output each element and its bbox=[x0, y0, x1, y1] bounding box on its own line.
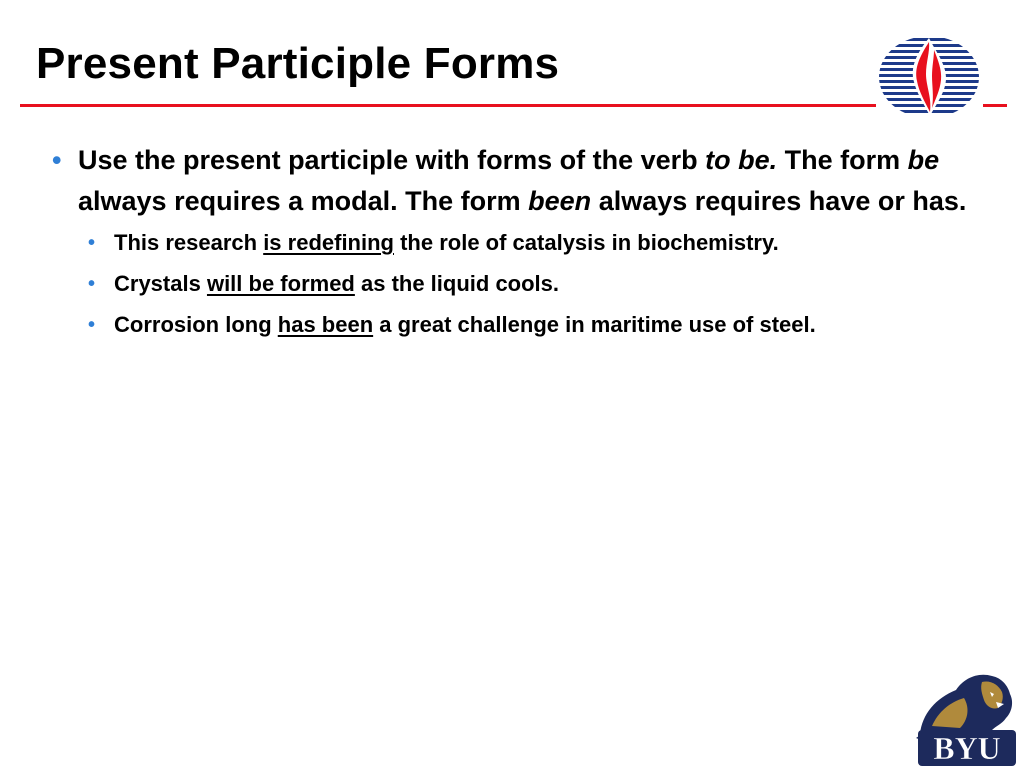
example-before: Crystals bbox=[114, 271, 207, 296]
example-before: Corrosion long bbox=[114, 312, 278, 337]
bullet-marker: • bbox=[88, 232, 96, 254]
main-text-part4: always requires have or has. bbox=[591, 186, 967, 216]
main-text-part3: always requires a modal. The form bbox=[78, 186, 529, 216]
example-item bbox=[88, 308, 992, 342]
example-after: a great challenge in maritime use of steel. bbox=[373, 312, 816, 337]
example-underlined: has been bbox=[277, 312, 374, 337]
example-before: This research bbox=[114, 230, 264, 255]
title-rule-end bbox=[983, 104, 1007, 107]
bullet-marker: • bbox=[88, 314, 96, 336]
example-item bbox=[88, 226, 992, 260]
svg-text:BYU: BYU bbox=[933, 730, 1001, 766]
main-text-em3: been bbox=[528, 186, 592, 216]
cougar-mascot-logo-icon bbox=[912, 664, 1020, 768]
slide-content bbox=[52, 140, 992, 349]
title-rule bbox=[20, 104, 876, 107]
example-list bbox=[52, 226, 992, 342]
slide-title: Present Participle Forms bbox=[36, 39, 560, 88]
example-underlined: will be formed bbox=[206, 271, 355, 296]
example-after: the role of catalysis in biochemistry. bbox=[393, 230, 779, 255]
example-after: as the liquid cools. bbox=[354, 271, 560, 296]
main-text-part1: Use the present participle with forms of the verb bbox=[78, 145, 706, 175]
bullet-marker: • bbox=[52, 145, 62, 175]
byu-lettering bbox=[918, 730, 1016, 766]
main-text-part2: The form bbox=[777, 145, 908, 175]
main-bullet bbox=[52, 140, 992, 222]
main-text-em1: to be. bbox=[705, 145, 778, 175]
bullet-marker: • bbox=[88, 273, 96, 295]
flame-stripes-logo-icon bbox=[876, 34, 982, 120]
main-text-em2: be bbox=[907, 145, 940, 175]
example-underlined: is redefining bbox=[263, 230, 394, 255]
example-item bbox=[88, 267, 992, 301]
